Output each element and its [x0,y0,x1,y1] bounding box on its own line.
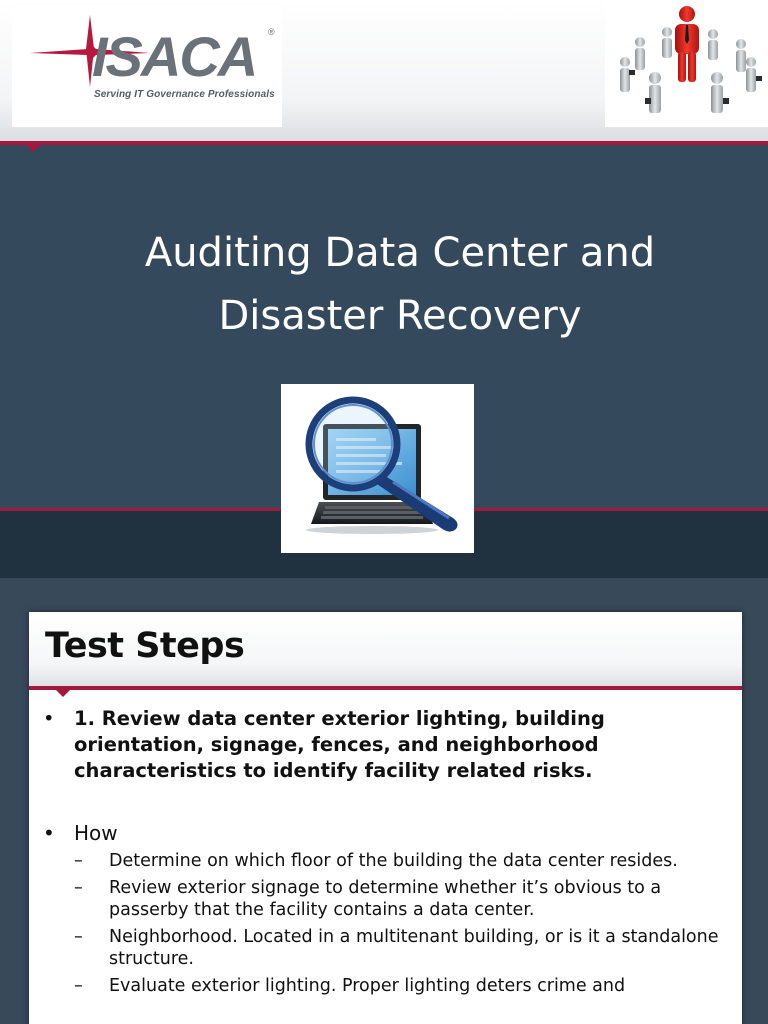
test-steps-slide [29,612,742,1024]
header-rule-notch [56,690,70,697]
sub-bullet-text: Review exterior signage to determine whether it’s obvious to a passerby that the facility contains a data center. [109,878,662,920]
bullet-list [43,706,733,1002]
laptop-magnifier-icon [281,384,474,553]
bullet-marker: • [43,707,55,730]
bullet-marker: • [43,821,55,845]
bullet-item [43,706,733,784]
header-accent-rule [29,686,742,690]
sub-bullet-text: Neighborhood. Located in a multitenant building, or is it a standalone structure. [109,927,719,969]
isaca-logo [12,7,282,127]
title-line-1: Auditing Data Center and [144,230,656,276]
slide-header-band [29,612,742,686]
bullet-text: 1. Review data center exterior lighting, building orientation, signage, fences, and neighborhood characteristics to identify facility related risks. [74,707,605,782]
people-illustration-icon [605,0,768,127]
slide-header-band [0,0,768,143]
bullet-text: How [74,821,118,845]
slide-title: Test Steps [45,626,245,666]
sub-bullet-marker: – [74,976,83,996]
sub-bullet-text: Determine on which floor of the building the data center resides. [109,851,678,871]
sub-bullet-item [43,850,733,872]
bullet-item [43,820,733,846]
sub-bullet-marker: – [74,851,83,871]
sub-bullet-marker: – [74,878,83,898]
header-rule-notch [26,145,40,152]
business-people-image [605,0,768,127]
logo-registered-mark: ® [268,27,275,37]
sub-bullet-item [43,926,733,970]
sub-bullet-list [43,850,733,997]
sub-bullet-item [43,975,733,997]
logo-tagline: Serving IT Governance Professionals [94,89,275,100]
laptop-magnifier-image [281,384,474,553]
sub-bullet-item [43,877,733,921]
sub-bullet-text: Evaluate exterior lighting. Proper lighting deters crime and [109,976,626,996]
sub-bullet-marker: – [74,927,83,947]
header-accent-rule [0,141,768,145]
title-line-2: Disaster Recovery [218,293,582,339]
logo-brand-text: ISACA [92,25,257,88]
slide-title [40,222,760,348]
